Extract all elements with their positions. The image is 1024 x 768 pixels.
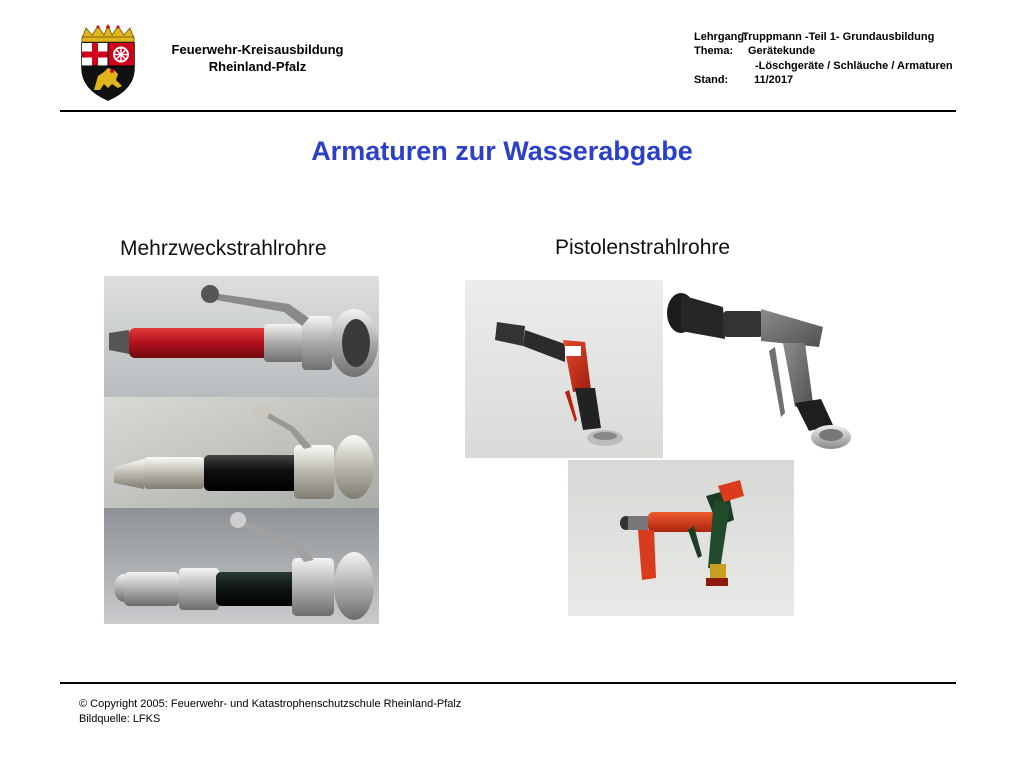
footer-divider bbox=[60, 682, 956, 684]
page-title: Armaturen zur Wasserabgabe bbox=[311, 136, 693, 166]
red-green-pistol-nozzle-photo bbox=[568, 460, 794, 616]
organization-name bbox=[150, 41, 365, 75]
topic-label: Thema: bbox=[694, 45, 734, 58]
black-multipurpose-nozzle-photo bbox=[104, 397, 379, 508]
rheinland-pfalz-coat-of-arms-icon bbox=[78, 24, 138, 102]
red-multipurpose-nozzle-photo bbox=[104, 276, 379, 397]
red-pistol-nozzle-photo bbox=[465, 280, 663, 458]
date-value: 11/2017 bbox=[754, 73, 794, 86]
grey-pistol-nozzle-photo bbox=[663, 285, 863, 455]
right-section-heading: Pistolenstrahlrohre bbox=[555, 236, 731, 259]
organization-line-1: Feuerwehr-Kreisausbildung bbox=[171, 42, 344, 57]
topic-value-continued: -Löschgeräte / Schläuche / Armaturen bbox=[755, 59, 953, 72]
left-section-heading: Mehrzweckstrahlrohre bbox=[120, 237, 327, 260]
topic-value: Gerätekunde bbox=[748, 45, 816, 58]
copyright-text: © Copyright 2005: Feuerwehr- und Katastrophenschutzschule Rheinland-Pfalz bbox=[79, 698, 462, 710]
footer bbox=[79, 697, 461, 727]
course-label: Lehrgang: bbox=[694, 31, 748, 43]
date-label: Stand: bbox=[694, 73, 729, 86]
course-metadata bbox=[694, 30, 994, 87]
dark-multipurpose-nozzle-photo bbox=[104, 508, 379, 624]
organization-line-2: Rheinland-Pfalz bbox=[208, 59, 307, 74]
header-divider bbox=[60, 110, 956, 112]
course-value: Truppmann -Teil 1- Grundausbildung bbox=[742, 31, 935, 43]
image-source-text: Bildquelle: LFKS bbox=[79, 713, 161, 725]
